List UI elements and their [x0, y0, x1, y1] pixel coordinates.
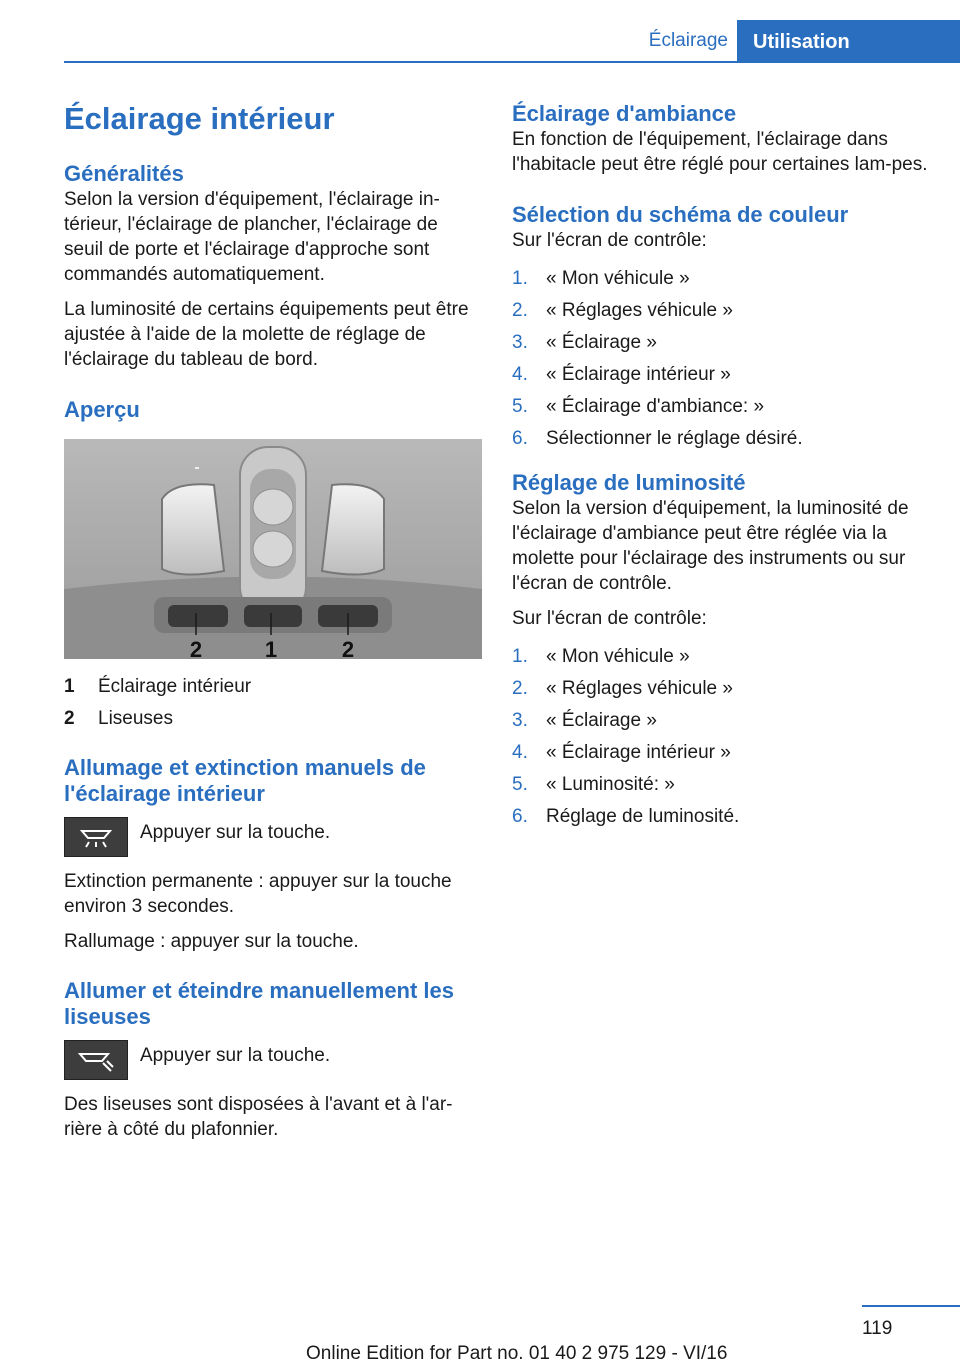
header-rule [64, 61, 960, 63]
step-item [512, 641, 932, 673]
paragraph: Extinction permanente : appuyer sur la touche environ 3 secondes. [64, 871, 452, 917]
interior-light-button-block [64, 817, 482, 857]
left-column [64, 100, 482, 1152]
page-title: Éclairage intérieur [64, 101, 335, 136]
header-chapter-tab: Utilisation [737, 20, 960, 63]
step-number: 4. [512, 742, 528, 763]
steps-list-luminosite [512, 641, 932, 833]
callout-label: 1 [264, 637, 278, 659]
step-item [512, 263, 932, 295]
paragraph: Selon la version d'équipement, la luminosité de l'éclairage d'ambiance peut être réglée via la molette pour l'éclairage des instruments ou sur l'écran de contrôle. [512, 498, 909, 594]
step-item [512, 295, 932, 327]
instruction-text: Appuyer sur la touche. [140, 1045, 331, 1066]
reading-light-button-block [64, 1040, 482, 1080]
step-item [512, 737, 932, 769]
paragraph: Des liseuses sont disposées à l'avant et à l'ar-rière à côté du plafonnier. [64, 1094, 453, 1140]
step-item [512, 705, 932, 737]
step-number: 1. [512, 646, 528, 667]
callout-label: 2 [341, 637, 355, 659]
step-text: « Éclairage intérieur » [546, 364, 731, 385]
step-text: « Éclairage » [546, 710, 657, 731]
legend-item [64, 671, 482, 703]
footer-rule [862, 1305, 960, 1307]
step-item [512, 801, 932, 833]
step-item [512, 359, 932, 391]
edition-note: Online Edition for Part no. 01 40 2 975 129 - VI/16 [306, 1343, 728, 1364]
step-item [512, 423, 932, 455]
header-section-title: Éclairage [648, 30, 728, 51]
step-number: 2. [512, 300, 528, 321]
step-number: 4. [512, 364, 528, 385]
step-item [512, 391, 932, 423]
step-number: 5. [512, 396, 528, 417]
legend-number: 1 [64, 676, 75, 697]
heading-apercu: Aperçu [64, 397, 140, 422]
step-number: 5. [512, 774, 528, 795]
step-item [512, 673, 932, 705]
heading-couleur: Sélection du schéma de couleur [512, 202, 849, 227]
paragraph: La luminosité de certains équipements peut être ajustée à l'aide de la molette de réglage de l'éclairage du tableau de bord. [64, 299, 469, 370]
overhead-console-photo [64, 439, 482, 659]
heading-generalites: Généralités [64, 161, 184, 186]
paragraph: Sur l'écran de contrôle: [512, 230, 707, 251]
heading-ambiance: Éclairage d'ambiance [512, 101, 737, 126]
step-text: « Luminosité: » [546, 774, 675, 795]
step-number: 1. [512, 268, 528, 289]
step-text: « Éclairage » [546, 332, 657, 353]
paragraph: Rallumage : appuyer sur la touche. [64, 931, 359, 952]
page-number: 119 [862, 1318, 893, 1339]
step-item [512, 327, 932, 359]
step-text: « Éclairage d'ambiance: » [546, 396, 765, 417]
legend-label: Liseuses [98, 708, 173, 729]
step-number: 3. [512, 332, 528, 353]
figure-legend [64, 671, 482, 735]
step-number: 3. [512, 710, 528, 731]
paragraph: En fonction de l'équipement, l'éclairage dans l'habitacle peut être réglé pour certaines lam-pes. [512, 129, 928, 175]
legend-number: 2 [64, 708, 75, 729]
paragraph: Selon la version d'équipement, l'éclairage in-térieur, l'éclairage de plancher, l'éclairage de seuil de porte et l'éclairage d'approche sont commandés automatiquement. [64, 189, 440, 285]
step-item [512, 769, 932, 801]
right-column [512, 100, 932, 847]
step-text: « Réglages véhicule » [546, 300, 733, 321]
step-text: « Mon véhicule » [546, 646, 690, 667]
legend-item [64, 703, 482, 735]
step-text: « Éclairage intérieur » [546, 742, 731, 763]
legend-label: Éclairage intérieur [98, 676, 252, 697]
step-number: 6. [512, 428, 528, 449]
step-text: Sélectionner le réglage désiré. [546, 428, 803, 449]
step-number: 2. [512, 678, 528, 699]
step-number: 6. [512, 806, 528, 827]
step-text: Réglage de luminosité. [546, 806, 740, 827]
reading-light-button-icon [64, 1040, 128, 1080]
interior-light-button-icon [64, 817, 128, 857]
heading-luminosite: Réglage de luminosité [512, 470, 746, 495]
paragraph: Sur l'écran de contrôle: [512, 608, 707, 629]
steps-list-couleur [512, 263, 932, 455]
step-text: « Mon véhicule » [546, 268, 690, 289]
heading-allumage: Allumage et extinction manuels de l'éclairage intérieur [64, 755, 426, 806]
step-text: « Réglages véhicule » [546, 678, 733, 699]
instruction-text: Appuyer sur la touche. [140, 822, 331, 843]
callout-label: 2 [189, 637, 203, 659]
heading-liseuses: Allumer et éteindre manuellement les liseuses [64, 978, 455, 1029]
